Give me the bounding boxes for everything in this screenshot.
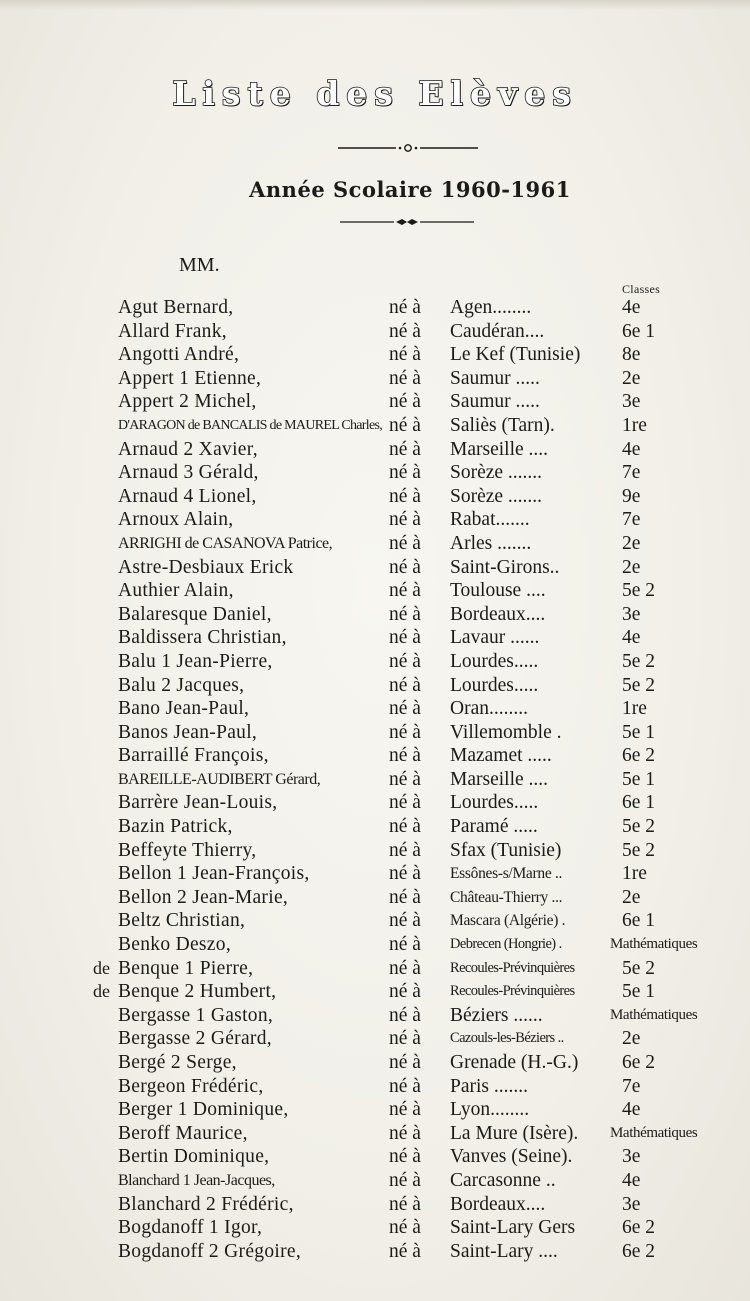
class-level: 2e	[622, 532, 641, 554]
student-name: Appert 1 Etienne,	[118, 367, 262, 389]
born-label: né à	[389, 721, 421, 743]
born-label: né à	[389, 1075, 421, 1097]
student-row	[0, 461, 750, 485]
birthplace: La Mure (Isère).	[450, 1122, 579, 1144]
student-name: Blanchard 2 Frédéric,	[118, 1193, 294, 1215]
born-label: né à	[389, 462, 421, 484]
birthplace: Saumur .....	[450, 367, 540, 389]
born-label: né à	[389, 910, 421, 932]
birthplace: Marseille ....	[450, 768, 549, 790]
birthplace: Lavaur ......	[450, 627, 540, 649]
student-row	[0, 957, 750, 981]
ornament-divider	[338, 140, 478, 156]
born-label: né à	[389, 344, 421, 366]
class-level: Mathématiques	[610, 1006, 698, 1023]
class-level: 4e	[622, 297, 641, 318]
born-label: né à	[389, 886, 421, 908]
birthplace: Saint-Girons..	[450, 556, 560, 578]
born-label: né à	[389, 839, 421, 861]
student-name: Balu 2 Jacques,	[118, 674, 245, 696]
student-row	[0, 768, 750, 792]
student-name: Arnaud 3 Gérald,	[118, 462, 259, 484]
student-name: Benko Deszo,	[118, 934, 231, 956]
birthplace: Sorèze .......	[450, 485, 543, 507]
student-row	[0, 414, 750, 438]
class-level: 7e	[622, 462, 641, 484]
class-level: Mathématiques	[610, 936, 698, 953]
name-particle: de	[93, 957, 110, 978]
birthplace: Saint-Lary Gers	[450, 1217, 576, 1239]
student-name: Barraillé François,	[118, 745, 269, 767]
birthplace: Mascara (Algérie) .	[450, 912, 566, 930]
birthplace: Bordeaux....	[450, 1193, 546, 1215]
class-level: 5e 1	[622, 721, 656, 743]
subtitle-rule	[340, 218, 474, 226]
birthplace: Bordeaux....	[450, 603, 546, 625]
student-name: Angotti André,	[118, 344, 240, 366]
student-row	[0, 886, 750, 910]
page-title: Liste des Elèves	[172, 74, 578, 113]
student-name: Beroff Maurice,	[118, 1122, 248, 1144]
school-year-heading: Année Scolaire 1960-1961	[249, 177, 571, 202]
class-level: Mathématiques	[610, 1124, 698, 1141]
born-label: né à	[389, 603, 421, 625]
class-level: 5e 2	[622, 957, 656, 979]
student-row	[0, 980, 750, 1004]
birthplace: Lourdes.....	[450, 674, 539, 696]
born-label: né à	[389, 391, 421, 413]
student-list	[0, 296, 750, 1263]
birthplace: Arles .......	[450, 532, 532, 554]
class-level: 1re	[622, 698, 647, 720]
student-name: Appert 2 Michel,	[118, 391, 257, 413]
class-level: 2e	[622, 1028, 641, 1050]
student-row	[0, 556, 750, 580]
birthplace: Lourdes.....	[450, 650, 539, 672]
class-level: 2e	[622, 367, 641, 389]
class-level: 6e 1	[622, 910, 656, 932]
class-level: 6e 1	[622, 320, 656, 342]
born-label: né à	[389, 1099, 421, 1121]
student-row	[0, 909, 750, 933]
born-label: né à	[389, 674, 421, 696]
born-label: né à	[389, 792, 421, 814]
birthplace: Grenade (H.-G.)	[450, 1052, 579, 1073]
student-name: Arnaud 2 Xavier,	[118, 438, 258, 460]
born-label: né à	[389, 532, 421, 554]
born-label: né à	[389, 1217, 421, 1239]
class-level: 5e 2	[622, 674, 656, 696]
birthplace: Oran........	[450, 698, 528, 720]
class-level: 9e	[622, 485, 641, 507]
student-row	[0, 744, 750, 768]
class-level: 6e 2	[622, 1052, 656, 1073]
class-level: 6e 2	[622, 745, 656, 767]
student-name: Bogdanoff 2 Grégoire,	[118, 1240, 302, 1262]
student-row	[0, 1027, 750, 1051]
student-row	[0, 320, 750, 344]
class-level: 3e	[622, 1193, 641, 1215]
student-row	[0, 296, 750, 320]
born-label: né à	[389, 863, 421, 885]
class-level: 5e 2	[622, 580, 656, 602]
class-level: 2e	[622, 556, 641, 578]
born-label: né à	[389, 1146, 421, 1168]
birthplace: Saint-Lary ....	[450, 1240, 558, 1262]
student-name: Bergasse 1 Gaston,	[118, 1004, 274, 1026]
birthplace: Vanves (Seine).	[450, 1146, 573, 1168]
student-row	[0, 485, 750, 509]
born-label: né à	[389, 1122, 421, 1144]
student-row	[0, 650, 750, 674]
born-label: né à	[389, 957, 421, 979]
born-label: né à	[389, 934, 421, 956]
born-label: né à	[389, 1240, 421, 1262]
birthplace: Recoules-Prévinquières	[450, 959, 575, 976]
birthplace: Caudéran....	[450, 320, 545, 342]
student-name: ARRIGHI de CASANOVA Patrice,	[118, 534, 333, 552]
birthplace: Lourdes.....	[450, 792, 539, 814]
student-name: Bergasse 2 Gérard,	[118, 1028, 272, 1050]
class-level: 5e 1	[622, 768, 656, 790]
student-name: Allard Frank,	[118, 320, 227, 342]
born-label: né à	[389, 745, 421, 767]
born-label: né à	[389, 320, 421, 342]
class-level: 3e	[622, 1146, 641, 1168]
student-name: Beffeyte Thierry,	[118, 839, 257, 861]
birthplace: Lyon........	[450, 1099, 530, 1121]
student-row	[0, 1193, 750, 1217]
student-row	[0, 791, 750, 815]
birthplace: Sorèze .......	[450, 462, 543, 484]
born-label: né à	[389, 580, 421, 602]
student-row	[0, 579, 750, 603]
class-level: 5e 2	[622, 816, 656, 838]
born-label: né à	[389, 627, 421, 649]
student-row	[0, 721, 750, 745]
student-name: D'ARAGON de BANCALIS de MAUREL Charles,	[118, 417, 383, 433]
student-row	[0, 815, 750, 839]
paper-edge	[0, 0, 750, 10]
birthplace: Toulouse ....	[450, 580, 546, 602]
student-name: Bano Jean-Paul,	[118, 698, 250, 720]
student-row	[0, 697, 750, 721]
birthplace: Sfax (Tunisie)	[450, 839, 562, 861]
born-label: né à	[389, 485, 421, 507]
student-name: Berger 1 Dominique,	[118, 1099, 289, 1121]
student-name: Bertin Dominique,	[118, 1146, 270, 1168]
student-name: Banos Jean-Paul,	[118, 721, 258, 743]
student-name: Bellon 1 Jean-François,	[118, 863, 310, 885]
birthplace: Villemomble .	[450, 721, 562, 743]
student-row	[0, 839, 750, 863]
birthplace: Carcasonne ..	[450, 1169, 556, 1191]
class-level: 1re	[622, 863, 647, 885]
class-level: 1re	[622, 414, 647, 436]
born-label: né à	[389, 1052, 421, 1073]
student-row	[0, 933, 750, 957]
class-level: 2e	[622, 886, 641, 908]
student-row	[0, 1169, 750, 1193]
student-row	[0, 1145, 750, 1169]
birthplace: Rabat.......	[450, 509, 530, 531]
student-row	[0, 603, 750, 627]
class-level: 7e	[622, 1075, 641, 1097]
birthplace: Béziers ......	[450, 1004, 543, 1026]
class-level: 6e 1	[622, 792, 656, 814]
student-name: Benque 1 Pierre,	[118, 957, 254, 979]
born-label: né à	[389, 1169, 421, 1191]
student-name: Bogdanoff 1 Igor,	[118, 1217, 263, 1239]
student-name: Agut Bernard,	[118, 297, 234, 318]
student-name: Bellon 2 Jean-Marie,	[118, 886, 289, 908]
born-label: né à	[389, 367, 421, 389]
class-level: 4e	[622, 627, 641, 649]
student-name: Balu 1 Jean-Pierre,	[118, 650, 273, 672]
born-label: né à	[389, 297, 421, 318]
student-row	[0, 1004, 750, 1028]
classes-column-header: Classes	[622, 282, 661, 296]
student-name: Blanchard 1 Jean-Jacques,	[118, 1171, 275, 1189]
birthplace: Essônes-s/Marne ..	[450, 865, 563, 883]
student-row	[0, 674, 750, 698]
student-name: Bergeon Frédéric,	[118, 1075, 264, 1097]
name-particle: de	[93, 981, 110, 1002]
class-level: 3e	[622, 603, 641, 625]
birthplace: Recoules-Prévinquières	[450, 983, 575, 1000]
class-level: 6e 2	[622, 1240, 656, 1262]
student-name: Authier Alain,	[118, 580, 234, 602]
student-name: Astre-Desbiaux Erick	[118, 556, 294, 578]
student-row	[0, 508, 750, 532]
class-level: 7e	[622, 509, 641, 531]
student-name: BAREILLE-AUDIBERT Gérard,	[118, 770, 321, 788]
student-name: Beltz Christian,	[118, 910, 246, 932]
birthplace: Marseille ....	[450, 438, 549, 460]
student-name: Arnoux Alain,	[118, 509, 234, 531]
class-level: 4e	[622, 1099, 641, 1121]
class-level: 5e 2	[622, 650, 656, 672]
born-label: né à	[389, 698, 421, 720]
birthplace: Paramé .....	[450, 816, 538, 838]
student-row	[0, 1240, 750, 1264]
class-level: 3e	[622, 391, 641, 413]
born-label: né à	[389, 509, 421, 531]
student-row	[0, 367, 750, 391]
birthplace: Agen........	[450, 297, 532, 318]
born-label: né à	[389, 650, 421, 672]
class-level: 5e 1	[622, 981, 656, 1003]
born-label: né à	[389, 1028, 421, 1050]
class-level: 4e	[622, 1169, 641, 1191]
birthplace: Château-Thierry ...	[450, 888, 563, 906]
born-label: né à	[389, 1193, 421, 1215]
birthplace: Saliès (Tarn).	[450, 414, 555, 436]
birthplace: Cazouls-les-Béziers ..	[450, 1030, 564, 1047]
student-row	[0, 862, 750, 886]
born-label: né à	[389, 816, 421, 838]
class-level: 5e 2	[622, 839, 656, 861]
birthplace: Mazamet .....	[450, 745, 552, 767]
birthplace: Le Kef (Tunisie)	[450, 344, 581, 366]
student-name: Baldissera Christian,	[118, 627, 287, 649]
born-label: né à	[389, 1004, 421, 1026]
student-name: Barrère Jean-Louis,	[118, 792, 278, 814]
student-row	[0, 1122, 750, 1146]
student-row	[0, 1075, 750, 1099]
student-name: Balaresque Daniel,	[118, 603, 272, 625]
salutation: MM.	[179, 254, 220, 276]
student-row	[0, 1216, 750, 1240]
student-name: Benque 2 Humbert,	[118, 981, 277, 1003]
birthplace: Saumur .....	[450, 391, 540, 413]
class-level: 4e	[622, 438, 641, 460]
student-row	[0, 343, 750, 367]
birthplace: Paris .......	[450, 1075, 528, 1097]
student-row	[0, 626, 750, 650]
born-label: né à	[389, 556, 421, 578]
born-label: né à	[389, 414, 421, 436]
class-level: 6e 2	[622, 1217, 656, 1239]
student-row	[0, 1098, 750, 1122]
student-row	[0, 438, 750, 462]
student-name: Arnaud 4 Lionel,	[118, 485, 257, 507]
class-level: 8e	[622, 344, 641, 366]
born-label: né à	[389, 768, 421, 790]
student-row	[0, 390, 750, 414]
student-row	[0, 1051, 750, 1075]
born-label: né à	[389, 981, 421, 1003]
student-name: Bergé 2 Serge,	[118, 1052, 237, 1073]
student-name: Bazin Patrick,	[118, 816, 233, 838]
student-row	[0, 532, 750, 556]
birthplace: Debrecen (Hongrie) .	[450, 936, 562, 953]
born-label: né à	[389, 438, 421, 460]
